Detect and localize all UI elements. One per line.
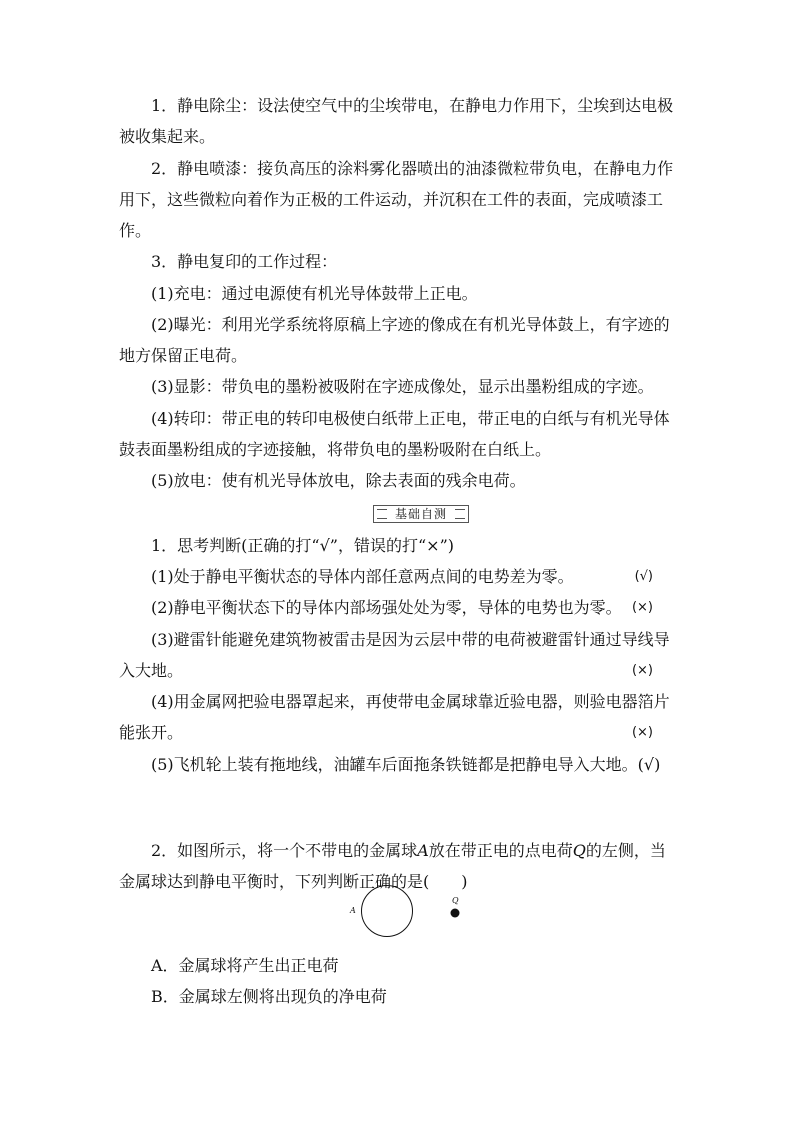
q2-var-a: A <box>417 841 429 860</box>
q2-line1 <box>151 835 675 867</box>
judgment-2 <box>151 592 675 624</box>
judgment-4-line1: (4)用金属网把验电器罩起来，再使带电金属球靠近验电器，则验电器箔片 <box>151 692 670 711</box>
judgment-5-text: (5)飞机轮上装有拖地线，油罐车后面拖条铁链都是把静电导入大地。 <box>151 755 638 774</box>
judgment-2-mark: (×) <box>631 600 653 615</box>
judgment-3-line2: 入大地。 <box>119 661 184 680</box>
intro-step2-line1: (2)曝光：利用光学系统将原稿上字迹的像成在有机光导体鼓上，有字迹的 <box>151 315 670 334</box>
judgment-1-mark: (√) <box>634 569 653 584</box>
judgment-3-line1: (3)避雷针能避免建筑物被雷击是因为云层中带的电荷被避雷针通过导线导 <box>151 630 670 649</box>
intro-item2-line3: 作。 <box>119 221 152 240</box>
judgment-5 <box>151 749 675 781</box>
metal-sphere <box>362 886 413 937</box>
judgment-4-mark: (×) <box>631 725 653 740</box>
section-badge-label: 基础自测 <box>394 507 447 521</box>
section-badge <box>373 505 469 523</box>
judgment-2-text: (2)静电平衡状态下的导体内部场强处处为零，导体的电势也为零。 <box>151 598 622 617</box>
intro-step1: (1)充电：通过电源使有机光导体鼓带上正电。 <box>151 284 478 303</box>
q2-figure <box>340 880 470 940</box>
figure-label-a: A <box>350 906 356 915</box>
q2-line1-part-c: 的左侧，当 <box>585 841 666 860</box>
intro-item1-line2: 被收集起来。 <box>119 127 216 146</box>
q2-option-a: A．金属球将产生出正电荷 <box>151 956 339 975</box>
q2-option-b: B．金属球左侧将出现负的净电荷 <box>151 987 387 1006</box>
judgment-1 <box>151 561 675 593</box>
q1-title: 1．思考判断(正确的打“√”，错误的打“×”) <box>151 536 454 555</box>
intro-item2-line2: 用下，这些微粒向着作为正极的工件运动，并沉积在工件的表面，完成喷漆工 <box>119 190 664 209</box>
judgment-4-line2: 能张开。 <box>119 723 184 742</box>
intro-step3: (3)显影：带负电的墨粉被吸附在字迹成像处，显示出墨粉组成的字迹。 <box>151 377 654 396</box>
q2-var-q: Q <box>572 841 586 860</box>
judgment-3-mark: (×) <box>631 663 653 678</box>
judgment-5-mark: (√) <box>637 755 661 774</box>
intro-item3-title: 3．静电复印的工作过程： <box>151 252 338 271</box>
judgment-1-text: (1)处于静电平衡状态的导体内部任意两点间的电势差为零。 <box>151 567 574 586</box>
intro-step4-line1: (4)转印：带正电的转印电极使白纸带上正电，带正电的白纸与有机光导体 <box>151 409 670 428</box>
q2-line1-part-b: 放在带正电的点电荷 <box>428 841 573 860</box>
q2-line1-part-a: 2．如图所示，将一个不带电的金属球 <box>151 841 418 860</box>
judgment-4-line2-row <box>119 717 675 749</box>
figure-label-q: Q <box>452 896 459 905</box>
intro-step5: (5)放电：使有机光导体放电，除去表面的残余电荷。 <box>151 471 526 490</box>
intro-step2-line2: 地方保留正电荷。 <box>119 346 248 365</box>
q2-line2: 金属球达到静电平衡时，下列判断正确的是( ) <box>119 872 468 891</box>
intro-item1-line1: 1．静电除尘：设法使空气中的尘埃带电，在静电力作用下，尘埃到达电极 <box>151 96 674 115</box>
point-charge <box>451 909 460 918</box>
intro-item2-line1: 2．静电喷漆：接负高压的涂料雾化器喷出的油漆微粒带负电，在静电力作 <box>151 159 674 178</box>
judgment-3-line2-row <box>119 655 675 687</box>
intro-step4-line2: 鼓表面墨粉组成的字迹接触，将带负电的墨粉吸附在白纸上。 <box>119 440 552 459</box>
